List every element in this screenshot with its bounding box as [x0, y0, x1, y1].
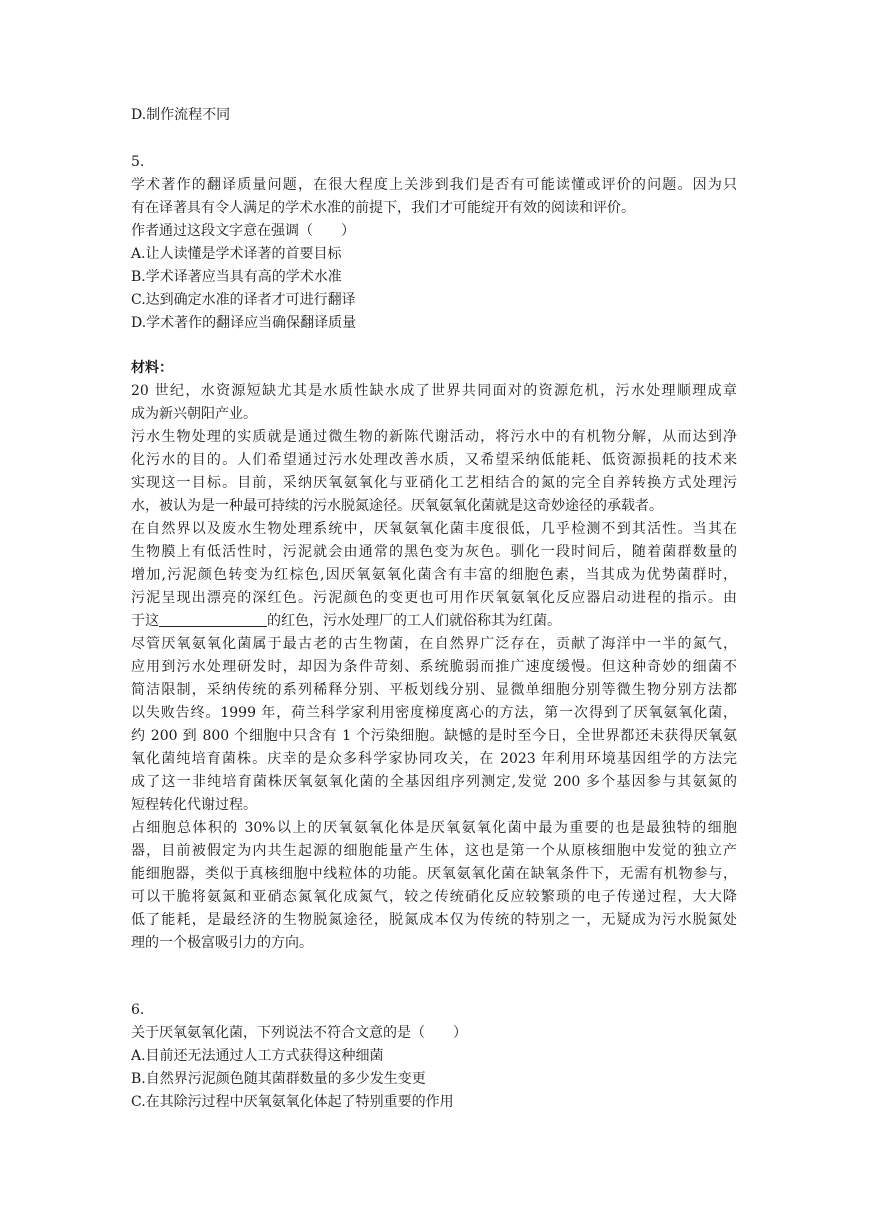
q5-stem: 作者通过这段文字意在强调（ ）	[131, 223, 355, 239]
q5-option-c: C.达到确定水准的译者才可进行翻译	[131, 292, 356, 308]
material-paragraph-line: 水，被认为是一种最可持续的污水脱氮途径。厌氧氨氧化菌就是这奇妙途径的承载者。	[131, 498, 663, 514]
material-paragraph-line: 在自然界以及废水生物处理系统中，厌氧氨氧化菌丰度很低，几乎检测不到其活性。当其在	[131, 521, 737, 537]
material-heading: 材料：	[131, 360, 173, 376]
q5-passage-line: 有在译著具有令人满足的学术水准的前提下，我们才可能绽开有效的阅读和评价。	[131, 200, 635, 216]
material-paragraph-line: 约 200 到 800 个细胞中只含有 1 个污染细胞。缺憾的是时至今日，全世界都还未获得厌氧氨	[131, 728, 737, 744]
material-paragraph-line: 尽管厌氧氨氧化菌属于最古老的古生物菌，在自然界广泛存在，贡献了海洋中一半的氮气，	[131, 636, 737, 652]
material-paragraph-line: 实现这一目标。目前，采纳厌氧氨氧化与亚硝化工艺相结合的氮的完全自养转换方式处理污	[131, 475, 737, 491]
q5-option-b: B.学术译著应当具有高的学术水准	[131, 269, 342, 285]
material-paragraph-line: 化污水的目的。人们希望通过污水处理改善水质，又希望采纳低能耗、低资源损耗的技术来	[131, 452, 737, 468]
material-paragraph-line: 污泥呈现出漂亮的深红色。污泥颜色的变更也可用作厌氧氨氧化反应器启动进程的指示。由	[131, 590, 737, 606]
material-paragraph-line: 增加,污泥颜色转变为红棕色,因厌氧氨氧化菌含有丰富的细胞色素，当其成为优势菌群时，	[131, 567, 737, 583]
material-paragraph-line: 成为新兴朝阳产业。	[131, 406, 257, 422]
material-paragraph-line: 占细胞总体积的 30%以上的厌氧氨氧化体是厌氧氨氧化菌中最为重要的也是最独特的细胞	[131, 820, 737, 836]
material-paragraph-line: 应用到污水处理研发时，却因为条件苛刻、系统脆弱而推广速度缓慢。但这种奇妙的细菌不	[131, 659, 737, 675]
material-paragraph-line: 理的一个极富吸引力的方向。	[131, 935, 313, 951]
material-paragraph-line: 短程转化代谢过程。	[131, 797, 257, 813]
material-paragraph-line: 可以干脆将氨氮和亚硝态氮氧化成氮气，较之传统硝化反应较繁琐的电子传递过程，大大降	[131, 889, 737, 905]
blank-prefix: 于这	[131, 613, 159, 629]
material-paragraph-line: 污水生物处理的实质就是通过微生物的新陈代谢活动，将污水中的有机物分解，从而达到净	[131, 429, 737, 445]
blank-suffix: 的红色，污水处理厂的工人们就俗称其为红菌。	[267, 613, 561, 629]
q5-number: 5.	[131, 154, 145, 170]
q6-option-a: A.目前还无法通过人工方式获得这种细菌	[131, 1048, 384, 1064]
material-paragraph-line: 以失败告终。1999 年，荷兰科学家利用密度梯度离心的方法，第一次得到了厌氧氨氧化菌，	[131, 705, 737, 721]
q5-option-a: A.让人读懂是学术译著的首要目标	[131, 246, 342, 262]
q6-number: 6.	[131, 1002, 145, 1018]
material-paragraph-line: 20 世纪，水资源短缺尤其是水质性缺水成了世界共同面对的资源危机，污水处理顺理成章	[131, 383, 737, 399]
material-paragraph-line: 生物膜上有低活性时，污泥就会由通常的黑色变为灰色。驯化一段时间后，随着菌群数量的	[131, 544, 737, 560]
q4-option-d: D.制作流程不同	[131, 107, 231, 123]
material-paragraph-line: 器，目前被假定为内共生起源的细胞能量产生体，这也是第一个从原核细胞中发觉的独立产	[131, 843, 737, 859]
q5-passage-line: 学术著作的翻译质量问题，在很大程度上关涉到我们是否有可能读懂或评价的问题。因为只	[131, 177, 737, 193]
material-paragraph-line: 简洁限制，采纳传统的系列稀释分别、平板划线分别、显微单细胞分别等微生物分别方法都	[131, 682, 737, 698]
material-paragraph-line: 成了这一非纯培育菌株厌氧氨氧化菌的全基因组序列测定,发觉 200 多个基因参与其氨氮的	[131, 774, 737, 790]
q6-option-c: C.在其除污过程中厌氧氨氧化体起了特别重要的作用	[131, 1094, 454, 1110]
q6-option-b: B.自然界污泥颜色随其菌群数量的多少发生变更	[131, 1071, 426, 1087]
q5-option-d: D.学术著作的翻译应当确保翻译质量	[131, 315, 357, 331]
material-paragraph-line: 氧化菌纯培育菌株。庆幸的是众多科学家协同攻关，在 2023 年利用环境基因组学的方法完	[131, 751, 737, 767]
material-paragraph-line-with-blank	[131, 610, 561, 633]
fill-in-blank	[159, 611, 267, 627]
q6-stem: 关于厌氧氨氧化菌，下列说法不符合文意的是（ ）	[131, 1025, 467, 1041]
material-paragraph-line: 能细胞器，类似于真核细胞中线粒体的功能。厌氧氨氧化菌在缺氧条件下，无需有机物参与，	[131, 866, 737, 882]
material-paragraph-line: 低了能耗，是最经济的生物脱氮途径，脱氮成本仅为传统的特别之一，无疑成为污水脱氮处	[131, 912, 737, 928]
